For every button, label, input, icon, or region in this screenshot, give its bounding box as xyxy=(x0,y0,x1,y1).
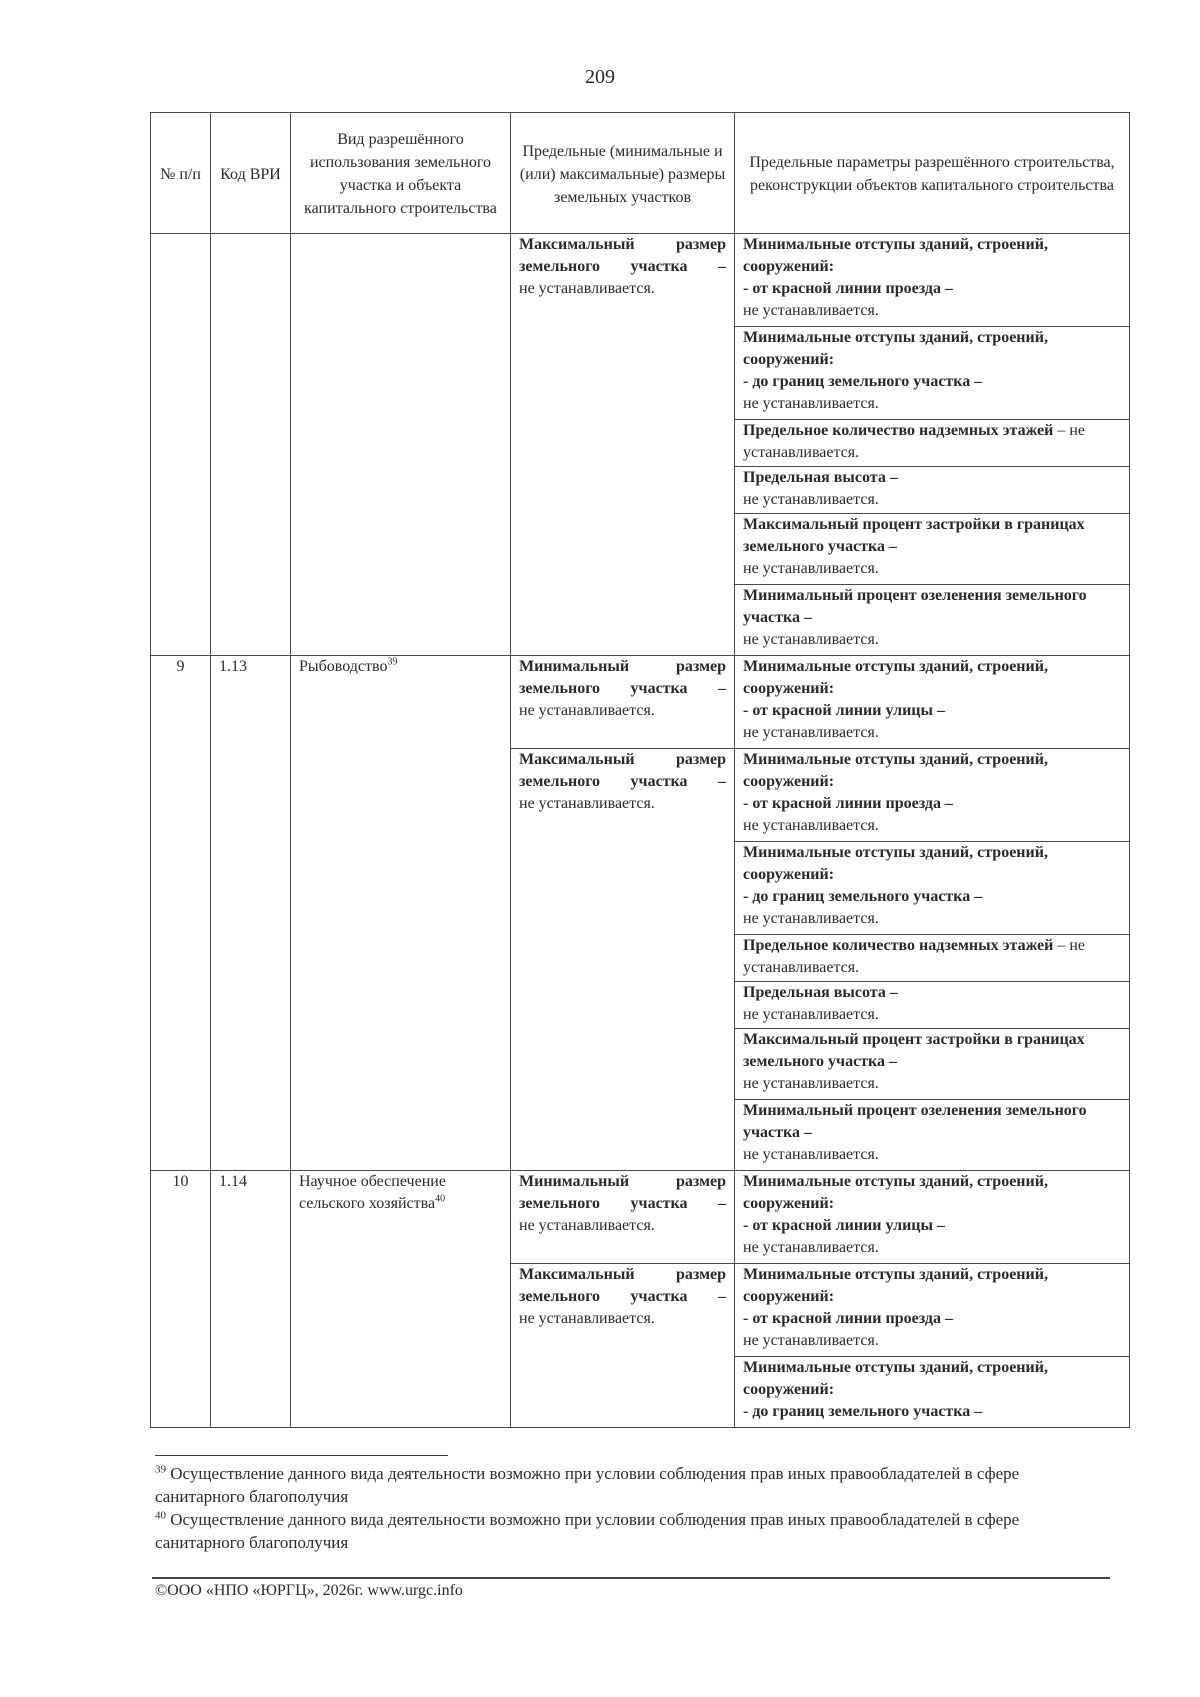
footnote-text: Осуществление данного вида деятельности возможно при условии соблюдения прав иных правообладателей в сфере санитарного благополучия xyxy=(155,1510,1020,1552)
param-title: Минимальный процент озеленения земельного участка – xyxy=(743,587,1087,626)
size-title: Минимальный размер земельного участка – xyxy=(519,1173,726,1212)
param-cell xyxy=(735,234,1130,327)
header-sizes: Предельные (минимальные и (или) максимальные) размеры земельных участков xyxy=(511,113,735,234)
param-cell xyxy=(735,749,1130,842)
param-line: - до границ земельного участка – xyxy=(743,1403,983,1420)
param-title: Минимальные отступы зданий, строений, сооружений: xyxy=(743,1266,1048,1305)
table-row xyxy=(151,1171,1130,1264)
param-title: Максимальный процент застройки в границах земельного участка – xyxy=(743,1031,1085,1070)
param-cell xyxy=(735,1357,1130,1428)
num-cell: 10 xyxy=(151,1171,211,1428)
code-cell: 1.14 xyxy=(211,1171,291,1428)
param-cell xyxy=(735,420,1130,467)
size-cell xyxy=(511,1264,735,1428)
footnote-number: 39 xyxy=(155,1463,166,1476)
param-title: Минимальные отступы зданий, строений, сооружений: xyxy=(743,751,1048,790)
param-cell xyxy=(735,1171,1130,1264)
param-value: не устанавливается. xyxy=(743,1075,879,1092)
param-title: Минимальные отступы зданий, строений, сооружений: xyxy=(743,658,1048,697)
size-value: не устанавливается. xyxy=(519,1217,655,1234)
param-value: не устанавливается. xyxy=(743,631,879,648)
param-line: - от красной линии проезда – xyxy=(743,1310,953,1327)
size-cell xyxy=(511,234,735,656)
table-header-row xyxy=(151,113,1130,234)
footer-copyright: ©ООО «НПО «ЮРГЦ», 2026г. www.urgc.info xyxy=(155,1582,463,1599)
size-title: Максимальный размер земельного участка – xyxy=(519,236,726,275)
param-line: - от красной линии улицы – xyxy=(743,1217,945,1234)
param-value: не устанавливается. xyxy=(743,724,879,741)
type-label: Научное обеспечение сельского хозяйства xyxy=(299,1173,446,1212)
param-cell xyxy=(735,935,1130,982)
param-title: Минимальный процент озеленения земельного участка – xyxy=(743,1102,1087,1141)
param-cell xyxy=(735,514,1130,585)
param-line: - до границ земельного участка – xyxy=(743,373,983,390)
type-cell xyxy=(291,1171,511,1428)
param-value: не устанавливается. xyxy=(743,302,879,319)
param-value: не устанавливается. xyxy=(743,1332,879,1349)
size-title: Максимальный размер земельного участка – xyxy=(519,751,726,790)
param-line: - от красной линии улицы – xyxy=(743,702,945,719)
header-num: № п/п xyxy=(151,113,211,234)
table-row xyxy=(151,656,1130,749)
param-cell xyxy=(735,467,1130,514)
size-value: не устанавливается. xyxy=(519,702,655,719)
code-cell xyxy=(211,234,291,656)
param-value: не устанавливается. xyxy=(743,560,879,577)
param-cell xyxy=(735,1264,1130,1357)
param-cell xyxy=(735,656,1130,749)
param-title: Предельная высота – xyxy=(743,469,898,486)
num-cell xyxy=(151,234,211,656)
footnotes xyxy=(155,1462,1055,1554)
param-value: – не устанавливается. xyxy=(743,422,1085,461)
param-title: Предельное количество надземных этажей xyxy=(743,937,1054,954)
size-value: не устанавливается. xyxy=(519,280,655,297)
param-cell xyxy=(735,982,1130,1029)
type-cell xyxy=(291,656,511,1171)
param-title: Минимальные отступы зданий, строений, сооружений: xyxy=(743,1359,1048,1398)
footnote-ref: 40 xyxy=(435,1193,446,1205)
param-value: не устанавливается. xyxy=(743,491,879,508)
param-title: Минимальные отступы зданий, строений, сооружений: xyxy=(743,1173,1048,1212)
param-title: Минимальные отступы зданий, строений, сооружений: xyxy=(743,329,1048,368)
size-value: не устанавливается. xyxy=(519,1310,655,1327)
size-value: не устанавливается. xyxy=(519,795,655,812)
num-cell: 9 xyxy=(151,656,211,1171)
code-cell: 1.13 xyxy=(211,656,291,1171)
param-value: не устанавливается. xyxy=(743,395,879,412)
param-line: - от красной линии проезда – xyxy=(743,795,953,812)
param-title: Минимальные отступы зданий, строений, сооружений: xyxy=(743,844,1048,883)
param-cell xyxy=(735,585,1130,656)
size-title: Максимальный размер земельного участка – xyxy=(519,1266,726,1305)
table-row xyxy=(151,234,1130,327)
size-cell xyxy=(511,1171,735,1264)
param-value: не устанавливается. xyxy=(743,1239,879,1256)
param-title: Предельная высота – xyxy=(743,984,898,1001)
header-params: Предельные параметры разрешённого строительства, реконструкции объектов капитального строительства xyxy=(735,113,1130,234)
type-label: Рыбоводство xyxy=(299,658,388,675)
param-value: не устанавливается. xyxy=(743,910,879,927)
page-number: 209 xyxy=(585,66,615,88)
size-cell xyxy=(511,656,735,749)
size-cell xyxy=(511,749,735,1171)
param-cell xyxy=(735,1029,1130,1100)
param-title: Предельное количество надземных этажей xyxy=(743,422,1054,439)
regulations-table xyxy=(150,112,1130,1428)
param-cell xyxy=(735,842,1130,935)
param-cell xyxy=(735,1100,1130,1171)
footnote xyxy=(155,1508,1055,1554)
footnote-number: 40 xyxy=(155,1509,166,1522)
param-value: не устанавливается. xyxy=(743,817,879,834)
param-value: не устанавливается. xyxy=(743,1146,879,1163)
footnote xyxy=(155,1462,1055,1508)
param-title: Максимальный процент застройки в границах земельного участка – xyxy=(743,516,1085,555)
footer-rule xyxy=(152,1577,1110,1579)
footnote-separator xyxy=(155,1455,448,1456)
param-value: – не устанавливается. xyxy=(743,937,1085,976)
header-type: Вид разрешённого использования земельного участка и объекта капитального строительства xyxy=(291,113,511,234)
param-line: - от красной линии проезда – xyxy=(743,280,953,297)
param-line: - до границ земельного участка – xyxy=(743,888,983,905)
size-title: Минимальный размер земельного участка – xyxy=(519,658,726,697)
footnote-ref: 39 xyxy=(387,656,398,668)
header-code: Код ВРИ xyxy=(211,113,291,234)
type-cell xyxy=(291,234,511,656)
footnote-text: Осуществление данного вида деятельности возможно при условии соблюдения прав иных правообладателей в сфере санитарного благополучия xyxy=(155,1464,1020,1506)
param-title: Минимальные отступы зданий, строений, сооружений: xyxy=(743,236,1048,275)
param-cell xyxy=(735,327,1130,420)
param-value: не устанавливается. xyxy=(743,1006,879,1023)
